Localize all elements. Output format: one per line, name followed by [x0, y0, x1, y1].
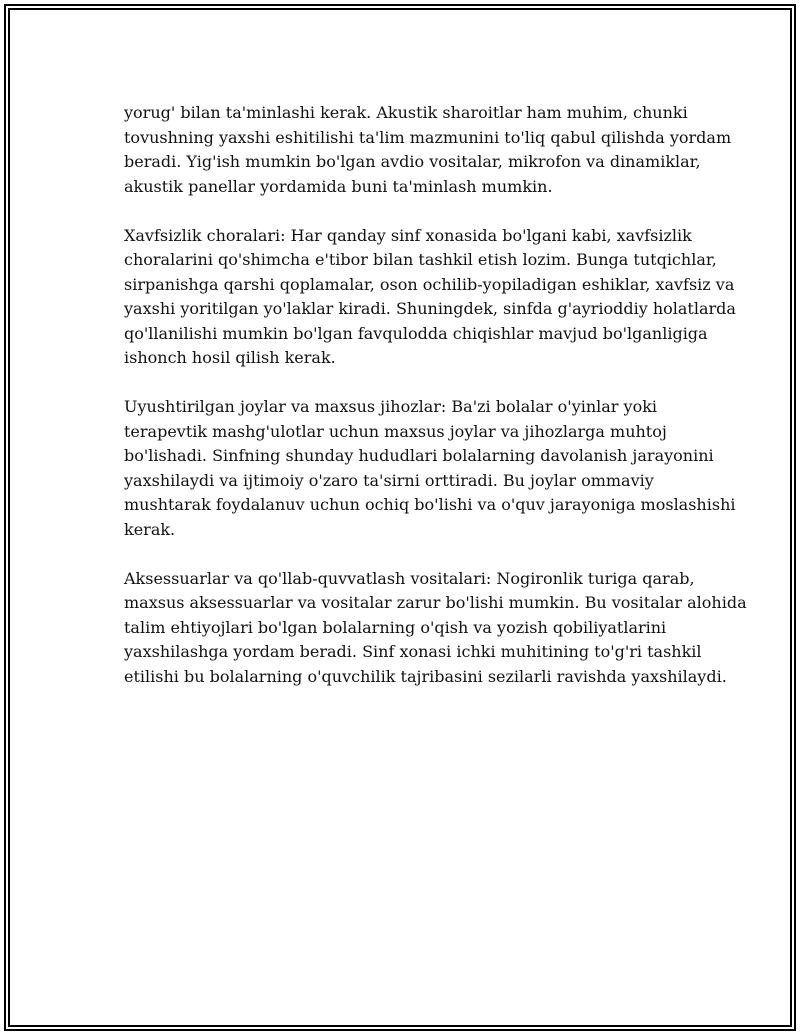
text-line: yorug' bilan ta'minlashi kerak. Akustik sharoitlar ham muhim, chunki — [124, 103, 688, 122]
text-line: talim ehtiyojlari bo'lgan bolalarning o'qish va yozish qobiliyatlarini — [124, 617, 667, 637]
text-line: bo'lishadi. Sinfning shunday hududlari bolalarning davolanish jarayonini — [124, 446, 714, 465]
text-line: Xavfsizlik choralari: Har qanday sinf xonasida bo'lgani kabi, xavfsizlik — [124, 225, 692, 245]
text-line: beradi. Yig'ish mumkin bo'lgan avdio vositalar, mikrofon va dinamiklar, — [124, 152, 701, 171]
text-line: akustik panellar yordamida buni ta'minlash mumkin. — [124, 176, 553, 196]
text-line: maxsus aksessuarlar va vositalar zarur bo'lishi mumkin. Bu vositalar alohida — [124, 593, 747, 612]
paragraph-safety-measures — [124, 224, 736, 371]
text-line: terapevtik mashg'ulotlar uchun maxsus joylar va jihozlarga muhtoj — [124, 421, 667, 441]
text-line: tovushning yaxshi eshitilishi ta'lim mazmunini to'liq qabul qilishda yordam — [124, 127, 732, 147]
text-line: Uyushtirilgan joylar va maxsus jihozlar: Ba'zi bolalar o'yinlar yoki — [124, 397, 658, 416]
text-line: choralarini qo'shimcha e'tibor bilan tashkil etish lozim. Bunga tutqichlar, — [124, 250, 717, 269]
text-line: Aksessuarlar va qo'llab-quvvatlash vositalari: Nogironlik turiga qarab, — [124, 568, 695, 588]
paragraph-accessories-support — [124, 567, 747, 690]
paragraph-lighting-acoustics — [124, 101, 732, 199]
text-line: kerak. — [124, 519, 176, 539]
paragraph-special-areas — [124, 395, 736, 542]
text-line: mushtarak foydalanuv uchun ochiq bo'lishi va o'quv jarayoniga moslashishi — [124, 495, 736, 514]
text-line: etilishi bu bolalarning o'quvchilik tajribasini sezilarli ravishda yaxshilaydi. — [124, 666, 727, 686]
text-line: sirpanishga qarshi qoplamalar, oson ochilib-yopiladigan eshiklar, xavfsiz va — [124, 274, 735, 294]
document-page — [4, 4, 796, 1031]
text-line: yaxshilashga yordam beradi. Sinf xonasi ichki muhitining to'g'ri tashkil — [124, 642, 702, 661]
text-line: yaxshi yoritilgan yo'laklar kiradi. Shuningdek, sinfda g'ayrioddiy holatlarda — [124, 299, 736, 318]
text-line: qo'llanilishi mumkin bo'lgan favqulodda chiqishlar mavjud bo'lganligiga — [124, 323, 708, 343]
text-line: yaxshilaydi va ijtimoiy o'zaro ta'sirni orttiradi. Bu joylar ommaviy — [124, 470, 654, 490]
text-line: ishonch hosil qilish kerak. — [124, 348, 336, 367]
document-body — [124, 101, 747, 714]
